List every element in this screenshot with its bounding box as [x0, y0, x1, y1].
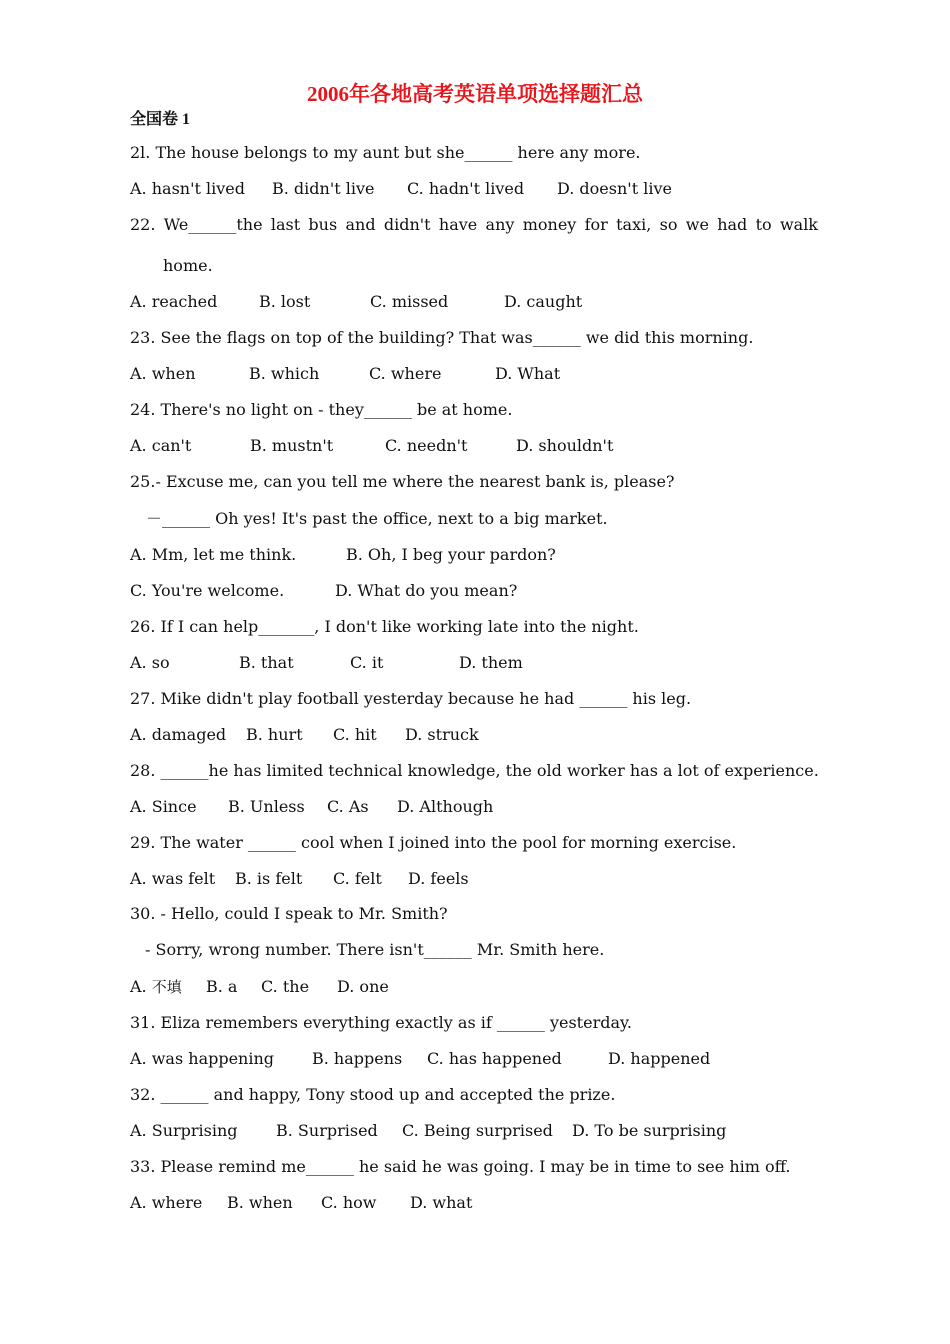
option-b: B. which: [249, 364, 320, 383]
option-d: D. doesn't live: [557, 179, 672, 198]
option-d: D. one: [337, 977, 389, 996]
question-23-stem: 23. See the flags on top of the building? That was______ we did this morning.: [130, 328, 754, 347]
question-30-stem-cont: - Sorry, wrong number. There isn't______ Mr. Smith here.: [145, 940, 605, 959]
option-a: A. was happening: [130, 1049, 275, 1068]
option-b: B. lost: [259, 292, 311, 311]
option-b: B. didn't live: [272, 179, 375, 198]
option-c: C. hadn't lived: [407, 179, 525, 198]
option-b: B. Oh, I beg your pardon?: [346, 545, 556, 564]
option-a: A. damaged: [130, 725, 227, 744]
option-a: A. reached: [130, 292, 218, 311]
option-b: B. that: [239, 653, 294, 672]
option-d: D. happened: [608, 1049, 711, 1068]
question-33-stem: 33. Please remind me______ he said he was going. I may be in time to see him off.: [130, 1157, 791, 1176]
option-d: D. What do you mean?: [335, 581, 518, 600]
option-c: C. has happened: [427, 1049, 562, 1068]
option-a: A. where: [130, 1193, 203, 1212]
option-a: A. Mm, let me think.: [130, 545, 297, 564]
option-d: D. struck: [405, 725, 479, 744]
option-b: B. happens: [312, 1049, 403, 1068]
option-b: B. a: [206, 977, 238, 996]
option-b: B. is felt: [235, 869, 303, 888]
option-a: A. so: [130, 653, 170, 672]
option-d: D. Although: [397, 797, 494, 816]
option-b: B. hurt: [246, 725, 303, 744]
option-c: C. how: [321, 1193, 377, 1212]
question-27-stem: 27. Mike didn't play football yesterday because he had ______ his leg.: [130, 689, 692, 708]
option-b: B. mustn't: [250, 436, 334, 455]
option-d: D. To be surprising: [572, 1121, 727, 1140]
option-b: B. when: [227, 1193, 293, 1212]
option-c: C. felt: [333, 869, 382, 888]
option-c: C. hit: [333, 725, 377, 744]
question-25-stem-cont: －______ Oh yes! It's past the office, next to a big market.: [146, 509, 608, 528]
option-a: A. when: [130, 364, 196, 383]
option-a: A. was felt: [130, 869, 216, 888]
option-a: A. can't: [130, 436, 192, 455]
section-heading: 全国卷 1: [130, 111, 191, 128]
question-26-stem: 26. If I can help_______, I don't like working late into the night.: [130, 617, 639, 636]
question-30-stem: 30. - Hello, could I speak to Mr. Smith?: [130, 904, 448, 923]
question-22-stem: 22. We______the last bus and didn't have any money for taxi, so we had to walk: [130, 215, 818, 234]
question-29-stem: 29. The water ______ cool when I joined into the pool for morning exercise.: [130, 833, 737, 852]
option-d: D. What: [495, 364, 561, 383]
question-21-stem: 2l. The house belongs to my aunt but she______ here any more.: [130, 143, 641, 162]
option-c: C. As: [327, 797, 369, 816]
option-d: D. feels: [408, 869, 469, 888]
option-a: A. Surprising: [130, 1121, 238, 1140]
option-c: C. Being surprised: [402, 1121, 553, 1140]
question-22-stem-cont: home.: [163, 256, 213, 275]
option-c: C. it: [350, 653, 384, 672]
option-c: C. needn't: [385, 436, 468, 455]
option-d: D. shouldn't: [516, 436, 614, 455]
document-title: 2006年各地高考英语单项选择题汇总: [307, 82, 643, 106]
question-24-stem: 24. There's no light on - they______ be at home.: [130, 400, 513, 419]
option-a: A. Since: [130, 797, 197, 816]
question-32-stem: 32. ______ and happy, Tony stood up and accepted the prize.: [130, 1085, 616, 1104]
option-a-cjk: 不填: [151, 978, 182, 996]
option-c: C. the: [261, 977, 310, 996]
option-c: C. You're welcome.: [130, 581, 285, 600]
option-a: A. hasn't lived: [130, 179, 245, 198]
option-d: D. them: [459, 653, 523, 672]
option-b: B. Surprised: [276, 1121, 378, 1140]
option-c: C. missed: [370, 292, 449, 311]
question-25-stem: 25.- Excuse me, can you tell me where the nearest bank is, please?: [130, 472, 675, 491]
option-d: D. what: [410, 1193, 473, 1212]
question-28-stem: 28. ______he has limited technical knowledge, the old worker has a lot of experience.: [130, 761, 819, 780]
option-a: A. 不填: [130, 977, 182, 996]
option-b: B. Unless: [228, 797, 305, 816]
option-d: D. caught: [504, 292, 583, 311]
question-31-stem: 31. Eliza remembers everything exactly as if ______ yesterday.: [130, 1013, 632, 1032]
option-c: C. where: [369, 364, 442, 383]
